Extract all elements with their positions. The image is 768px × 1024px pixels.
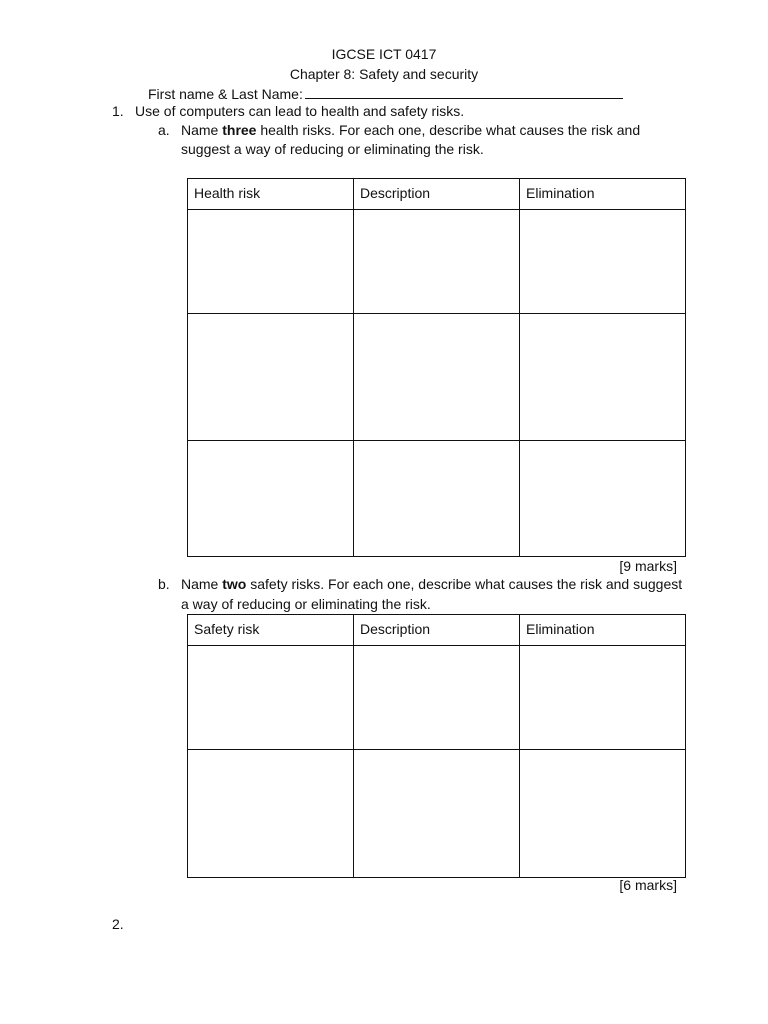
answer-cell[interactable] <box>188 750 354 878</box>
safety-risk-table <box>187 614 686 878</box>
answer-cell[interactable] <box>520 314 686 441</box>
table-header-row <box>188 179 686 210</box>
question-1a-letter: a. <box>158 122 170 138</box>
column-header-description: Description <box>354 179 520 210</box>
question-1b-text <box>181 575 682 593</box>
column-header-health-risk: Health risk <box>188 179 354 210</box>
question-1a-text-post: health risks. For each one, describe what causes the risk and <box>256 122 641 138</box>
question-1a-text <box>181 121 640 139</box>
answer-cell[interactable] <box>188 210 354 314</box>
answer-cell[interactable] <box>188 441 354 557</box>
question-1a-text-line2: suggest a way of reducing or eliminating the risk. <box>181 141 484 157</box>
question-1a-emphasis: three <box>222 122 257 138</box>
answer-cell[interactable] <box>188 314 354 441</box>
answer-cell[interactable] <box>520 441 686 557</box>
question-1b-text-post: safety risks. For each one, describe what causes the risk and suggest <box>246 576 683 592</box>
column-header-description: Description <box>354 615 520 646</box>
column-header-elimination: Elimination <box>520 615 686 646</box>
answer-cell[interactable] <box>354 441 520 557</box>
question-2-number: 2. <box>112 916 124 932</box>
question-1b-emphasis: two <box>222 576 247 592</box>
table-row <box>188 441 686 557</box>
question-1a-marks: [9 marks] <box>619 558 677 574</box>
question-1a-text-pre: Name <box>181 122 223 138</box>
question-1b-text-pre: Name <box>181 576 223 592</box>
course-title: IGCSE ICT 0417 <box>331 46 437 62</box>
name-field-line[interactable] <box>305 84 623 99</box>
answer-cell[interactable] <box>520 646 686 750</box>
question-1-number: 1. <box>112 103 124 119</box>
health-risk-table <box>187 178 686 557</box>
table-row <box>188 314 686 441</box>
table-row <box>188 646 686 750</box>
table-row <box>188 750 686 878</box>
question-1b-letter: b. <box>158 576 170 592</box>
answer-cell[interactable] <box>354 646 520 750</box>
answer-cell[interactable] <box>520 750 686 878</box>
column-header-elimination: Elimination <box>520 179 686 210</box>
answer-cell[interactable] <box>354 750 520 878</box>
answer-cell[interactable] <box>520 210 686 314</box>
chapter-title: Chapter 8: Safety and security <box>289 66 479 82</box>
answer-cell[interactable] <box>188 646 354 750</box>
question-1-text: Use of computers can lead to health and safety risks. <box>135 103 465 119</box>
answer-cell[interactable] <box>354 210 520 314</box>
name-field-label: First name & Last Name: <box>148 86 303 102</box>
question-1b-marks: [6 marks] <box>619 877 677 893</box>
column-header-safety-risk: Safety risk <box>188 615 354 646</box>
question-1b-text-line2: a way of reducing or eliminating the risk. <box>181 596 431 612</box>
table-row <box>188 210 686 314</box>
table-header-row <box>188 615 686 646</box>
answer-cell[interactable] <box>354 314 520 441</box>
name-field-row <box>148 84 623 103</box>
